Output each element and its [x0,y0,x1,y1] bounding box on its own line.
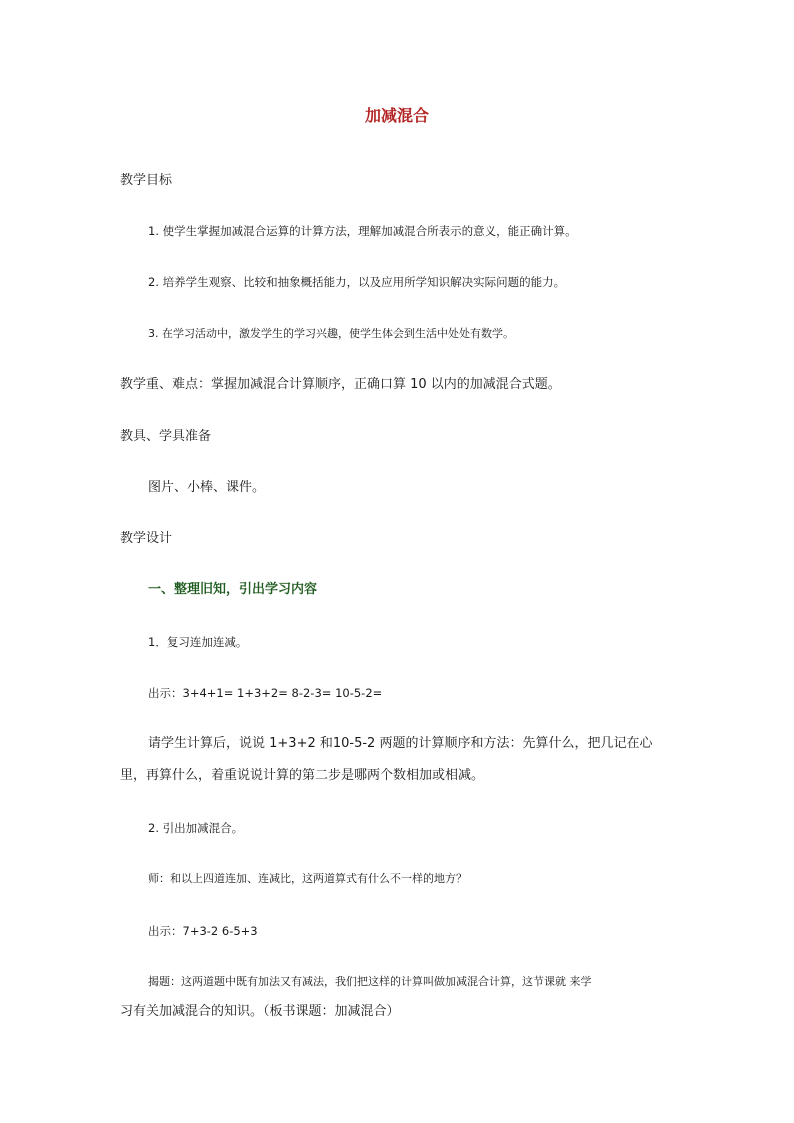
teacher-question: 师：和以上四道连加、连减比，这两道算式有什么不一样的地方？ [148,872,467,885]
part-1-heading: 一、整理旧知，引出学习内容 [148,582,318,597]
show-expressions-1: 出示：3+4+1= 1+3+2= 8-2-3= 10-5-2= [148,686,383,700]
section-heading-teaching-goals: 教学目标 [120,173,173,188]
reveal-topic-line-1: 揭题：这两道题中既有加法又有减法，我们把这样的计算叫做加减混合计算，这节课就 来学 [148,975,592,988]
goal-item-3: 3. 在学习活动中，激发学生的学习兴趣，使学生体会到生活中处处有数学。 [148,327,514,340]
document-title: 加减混合 [364,106,429,125]
step-1-review: 1．复习连加连减。 [148,635,248,649]
paragraph-1-line-2: 里，再算什么，着重说说计算的第二步是哪两个数相加或相减。 [120,768,485,783]
show-expressions-2: 出示：7+3-2 6-5+3 [148,924,258,938]
tools-list: 图片、小棒、课件。 [148,480,266,495]
goal-item-1: 1. 使学生掌握加减混合运算的计算方法，理解加减混合所表示的意义，能正确计算。 [148,224,577,238]
section-heading-design: 教学设计 [120,531,173,546]
paragraph-1-line-1: 请学生计算后，说说 1+3+2 和10-5-2 两题的计算顺序和方法：先算什么，把几记在心 [148,736,653,751]
step-2-introduce: 2. 引出加减混合。 [148,821,244,835]
reveal-topic-line-2: 习有关加减混合的知识。（板书课题：加减混合） [120,1004,400,1019]
section-heading-tools: 教具、学具准备 [120,429,212,444]
goal-item-2: 2. 培养学生观察、比较和抽象概括能力，以及应用所学知识解决实际问题的能力。 [148,275,566,289]
key-points-paragraph: 教学重、难点：掌握加减混合计算顺序，正确口算 10 以内的加减混合式题。 [120,377,561,392]
